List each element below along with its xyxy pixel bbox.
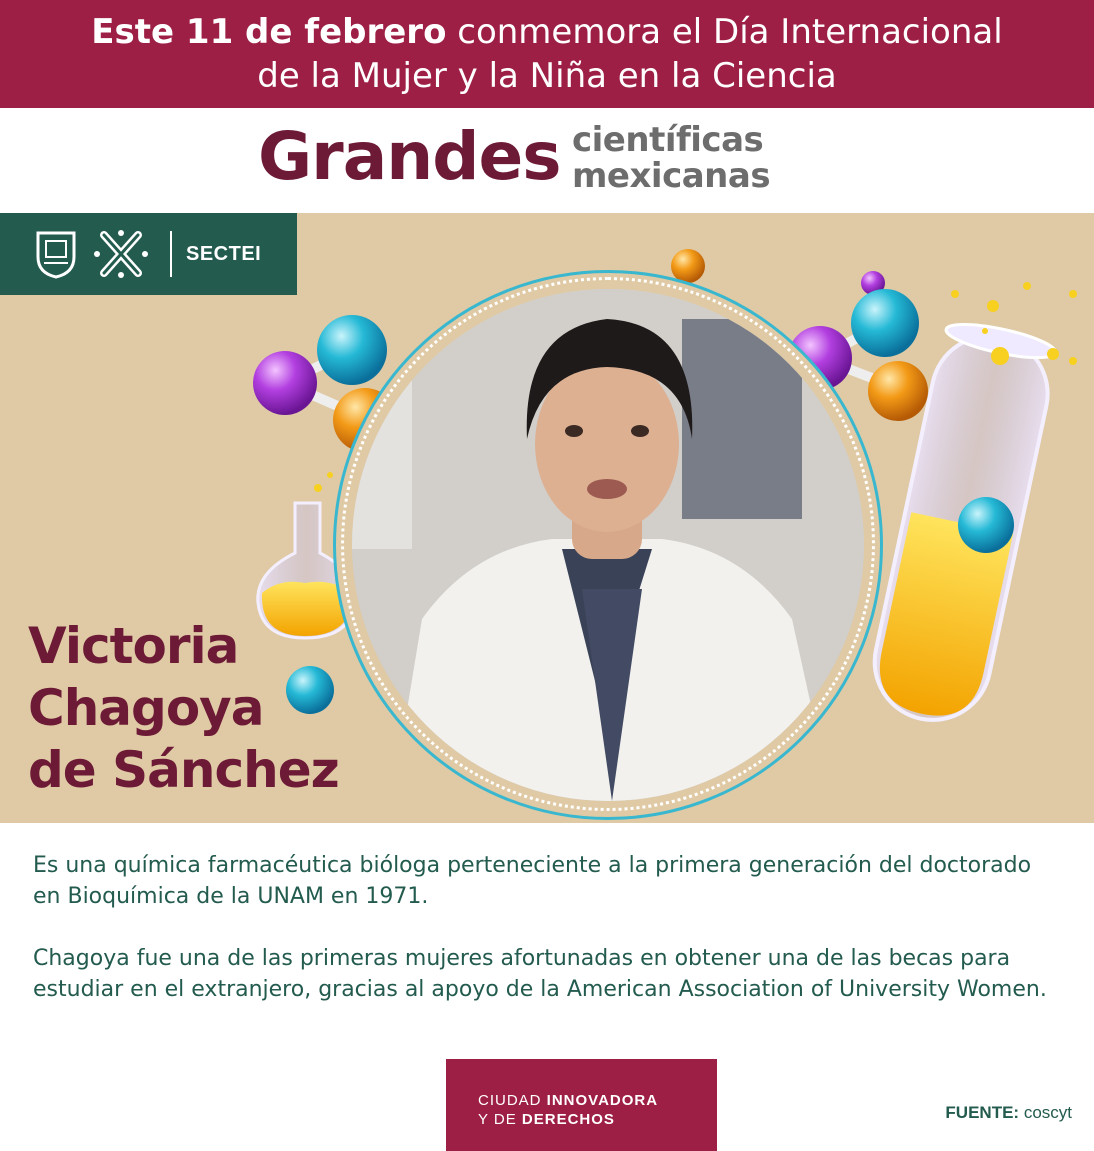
source-value: coscyt [1019,1103,1072,1122]
heading-cientificas: científicas [572,120,764,160]
scientist-photo-illustration [352,289,864,801]
heading-grandes: Grandes [258,118,561,195]
name-line-1: Victoria [28,617,239,675]
top-banner [0,0,1094,108]
biography-paragraph-1: Es una química farmacéutica bióloga perteneciente a la primera generación del doctorado en Bioquímica de la UNAM en 1971. [33,853,1032,909]
ciudad-innovadora-logo [446,1059,717,1151]
footer-logo-line-1 [478,1091,717,1110]
footer-logo-line-2 [478,1110,717,1129]
source-label: FUENTE: [945,1103,1020,1122]
footer-line1-bold: INNOVADORA [546,1092,659,1109]
name-line-2: Chagoya [28,679,264,737]
biography [33,850,1053,1036]
banner-line-1 [0,10,1094,54]
heading-mexicanas: mexicanas [572,156,771,196]
footer-line2-prefix: Y DE [478,1111,522,1128]
hero-section [0,213,1094,823]
banner-bold-date: Este 11 de febrero [91,12,447,52]
banner-line-2: de la Mujer y la Niña en la Ciencia [257,56,837,96]
banner-line-1-rest: conmemora el Día Internacional [446,12,1003,52]
scientist-name [28,615,339,801]
biography-paragraph-2: Chagoya fue una de las primeras mujeres afortunadas en obtener una de las becas para estudiar en el extranjero, gracias al apoyo de la American Association of University Women. [33,946,1047,1002]
bubble-blue-tube [958,497,1014,553]
sectei-label: SECTEI [186,242,262,265]
series-heading [0,116,1094,212]
scientist-portrait [352,289,864,801]
name-line-3: de Sánchez [28,741,339,799]
footer-line1-prefix: CIUDAD [478,1092,547,1109]
footer-line2-bold: DERECHOS [521,1111,615,1128]
heading-subtitle [572,122,770,194]
source-credit [945,1103,1072,1123]
